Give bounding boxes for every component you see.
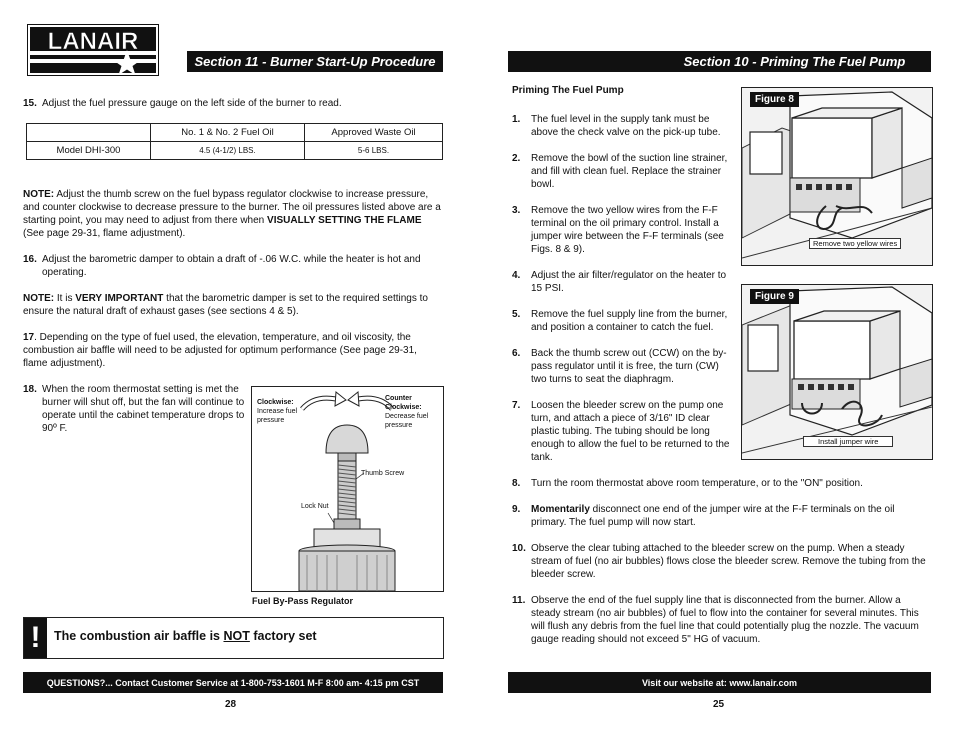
step-8 bbox=[512, 477, 930, 490]
clockwise-title: Clockwise: bbox=[257, 399, 294, 406]
step-5 bbox=[512, 308, 734, 334]
table-header-cell: Approved Waste Oil bbox=[305, 124, 443, 142]
note-emphasis: VISUALLY SETTING THE FLAME bbox=[267, 215, 422, 226]
step-10 bbox=[512, 542, 930, 581]
regulator-caption: Fuel By-Pass Regulator bbox=[252, 596, 354, 606]
step-4 bbox=[512, 269, 734, 295]
figure-9-drawing bbox=[742, 285, 932, 459]
svg-text:LANAIR: LANAIR bbox=[47, 28, 139, 55]
section-11-title-text: Section 11 - Burner Start-Up Procedure bbox=[194, 54, 436, 69]
lock-nut-label: Lock Nut bbox=[301, 503, 329, 510]
note-barometric-damper bbox=[23, 292, 445, 318]
step-16-number: 16. bbox=[23, 254, 37, 265]
section-10-title bbox=[508, 51, 931, 72]
warning-pre: The combustion air baffle is bbox=[54, 629, 224, 643]
step-2 bbox=[512, 152, 734, 191]
step-15 bbox=[23, 97, 443, 110]
website-footer bbox=[508, 672, 931, 693]
figure-8-caption: Remove two yellow wires bbox=[809, 238, 901, 249]
table-header-row bbox=[27, 124, 443, 142]
step-7-number: 7. bbox=[512, 400, 521, 411]
table-cell-waste-oil: 5-6 LBS. bbox=[305, 142, 443, 160]
step-17-number: 17 bbox=[23, 332, 35, 343]
step-15-text: Adjust the fuel pressure gauge on the left side of the burner to read. bbox=[42, 98, 342, 109]
step-8-text: Turn the room thermostat above room temperature, or to the "ON" position. bbox=[531, 478, 863, 489]
step-11 bbox=[512, 594, 930, 646]
step-18 bbox=[23, 383, 245, 435]
step-6-text: Back the thumb screw out (CCW) on the by-pass regulator until it is free, the turn (CW) two turns to seat the diaphragm. bbox=[531, 348, 727, 385]
section-11-title bbox=[187, 51, 443, 72]
figure-8 bbox=[741, 87, 933, 266]
page-number-left: 28 bbox=[225, 699, 237, 710]
note-text: Adjust the thumb screw on the fuel bypass regulator clockwise to increase pressure, and counter clockwise to decrease pressure to the burner. The oil pressures listed above are a starting point, you may need to adjust from there when bbox=[23, 189, 441, 226]
step-15-number: 15. bbox=[23, 98, 37, 109]
step-1-number: 1. bbox=[512, 114, 521, 125]
step-6 bbox=[512, 347, 734, 386]
step-6-number: 6. bbox=[512, 348, 521, 359]
section-10-title-text: Section 10 - Priming The Fuel Pump bbox=[683, 54, 906, 69]
priming-subtitle: Priming The Fuel Pump bbox=[512, 85, 624, 96]
step-2-number: 2. bbox=[512, 153, 521, 164]
step-1-text: The fuel level in the supply tank must be above the check valve on the pick-up tube. bbox=[531, 114, 721, 138]
step-16 bbox=[23, 253, 443, 279]
page-number-right: 25 bbox=[713, 699, 725, 710]
step-11-number: 11. bbox=[512, 595, 526, 606]
table-cell-model: Model DHI-300 bbox=[27, 142, 151, 160]
warning-emphasis: NOT bbox=[223, 629, 250, 643]
step-1 bbox=[512, 113, 734, 139]
fuel-pressure-table bbox=[26, 123, 443, 160]
figure-9-caption: Install jumper wire bbox=[803, 436, 893, 447]
exclamation-icon: ! bbox=[30, 621, 41, 654]
customer-service-text: QUESTIONS?... Contact Customer Service at 1-800-753-1601 M-F 8:00 am- 4:15 pm CST bbox=[46, 677, 420, 688]
step-4-text: Adjust the air filter/regulator on the heater to 15 PSI. bbox=[531, 270, 727, 294]
table-header-cell bbox=[27, 124, 151, 142]
note-fuel-pressure bbox=[23, 188, 445, 240]
note-label: NOTE: bbox=[23, 293, 55, 304]
step-11-text: Observe the end of the fuel supply line that is disconnected from the burner. Allow a steady stream (no air bubbles) of fuel to flow into the container for several minutes. This will flush any debris from the fuel line that could potentially plug the nozzle. The vacuum gauge reading should not exceed 5" HG of vacuum. bbox=[531, 595, 919, 645]
note-emphasis: VERY IMPORTANT bbox=[75, 293, 164, 304]
counter-clockwise-title: Counter Clockwise: bbox=[385, 395, 422, 411]
step-18-number: 18. bbox=[23, 384, 37, 395]
figure-8-label: Figure 8 bbox=[750, 92, 799, 107]
website-text[interactable]: Visit our website at: www.lanair.com bbox=[641, 677, 798, 688]
step-9-body: disconnect one end of the jumper wire at the F-F terminals on the oil primary. The fuel pump will now start. bbox=[531, 504, 895, 528]
note-label: NOTE: bbox=[23, 189, 55, 200]
figure-9-label: Figure 9 bbox=[750, 289, 799, 304]
counter-clockwise-desc: Decrease fuel pressure bbox=[385, 413, 429, 429]
bypass-regulator-figure bbox=[251, 386, 444, 592]
customer-service-footer bbox=[23, 672, 443, 693]
step-7-text: Loosen the bleeder screw on the pump one turn, and attach a piece of 3/16" ID clear plastic tubing. The tubing should be long enough to allow the fuel to be returned to the tank. bbox=[531, 400, 730, 463]
lanair-logo bbox=[27, 24, 159, 76]
note-text: that the barometric damper is set to the required settings to ensure the natural draft of exhaust gases (see sections 4 & 5). bbox=[23, 293, 428, 317]
step-17 bbox=[23, 331, 443, 370]
figure-9 bbox=[741, 284, 933, 460]
table-header-cell: No. 1 & No. 2 Fuel Oil bbox=[151, 124, 305, 142]
lanair-logo-icon bbox=[27, 24, 159, 76]
step-3-number: 3. bbox=[512, 205, 521, 216]
step-10-text: Observe the clear tubing attached to the bleeder screw on the pump. When a steady stream of fuel (no air bubbles) flows close the bleeder screw. Remove the tubing from the bleeder screw. bbox=[531, 543, 926, 580]
note-tail: (See page 29-31, flame adjustment). bbox=[23, 228, 186, 239]
table-row bbox=[27, 142, 443, 160]
warning-post: factory set bbox=[249, 629, 317, 643]
step-5-text: Remove the fuel supply line from the burner, and position a container to catch the fuel. bbox=[531, 309, 728, 333]
thumb-screw-label: Thumb Screw bbox=[361, 470, 405, 477]
clockwise-desc: Increase fuel pressure bbox=[257, 408, 298, 424]
step-10-number: 10. bbox=[512, 543, 526, 554]
warning-box bbox=[23, 617, 444, 659]
clockwise-note bbox=[257, 398, 309, 425]
counter-clockwise-note bbox=[385, 394, 441, 430]
warning-text bbox=[54, 629, 317, 643]
step-9 bbox=[512, 503, 930, 529]
step-2-text: Remove the bowl of the suction line strainer, and fill with clean fuel. Replace the strainer bowl. bbox=[531, 153, 728, 190]
step-4-number: 4. bbox=[512, 270, 521, 281]
warning-icon-bar bbox=[24, 618, 47, 658]
step-7 bbox=[512, 399, 734, 464]
step-18-text: When the room thermostat setting is met the burner will shut off, but the fan will continue to operate until the cabinet temperature drops to 90º F. bbox=[42, 384, 245, 434]
step-9-text bbox=[531, 503, 930, 529]
step-3-text: Remove the two yellow wires from the F-F terminal on the oil primary control. Install a jumper wire between the F-F terminals (see Figs. 8 & 9). bbox=[531, 205, 724, 255]
step-3 bbox=[512, 204, 734, 256]
step-9-emphasis: Momentarily bbox=[531, 504, 590, 515]
step-9-number: 9. bbox=[512, 504, 521, 515]
step-5-number: 5. bbox=[512, 309, 521, 320]
step-16-text: Adjust the barometric damper to obtain a draft of -.06 W.C. while the heater is hot and operating. bbox=[42, 254, 421, 278]
table-cell-fuel-oil: 4.5 (4-1/2) LBS. bbox=[151, 142, 305, 160]
note-pre: It is bbox=[54, 293, 76, 304]
step-17-text: . Depending on the type of fuel used, the elevation, temperature, and oil viscosity, the combustion air baffle will need to be adjusted for optimum performance (See page 29-31, flame adjustment). bbox=[23, 332, 417, 369]
step-8-number: 8. bbox=[512, 478, 521, 489]
